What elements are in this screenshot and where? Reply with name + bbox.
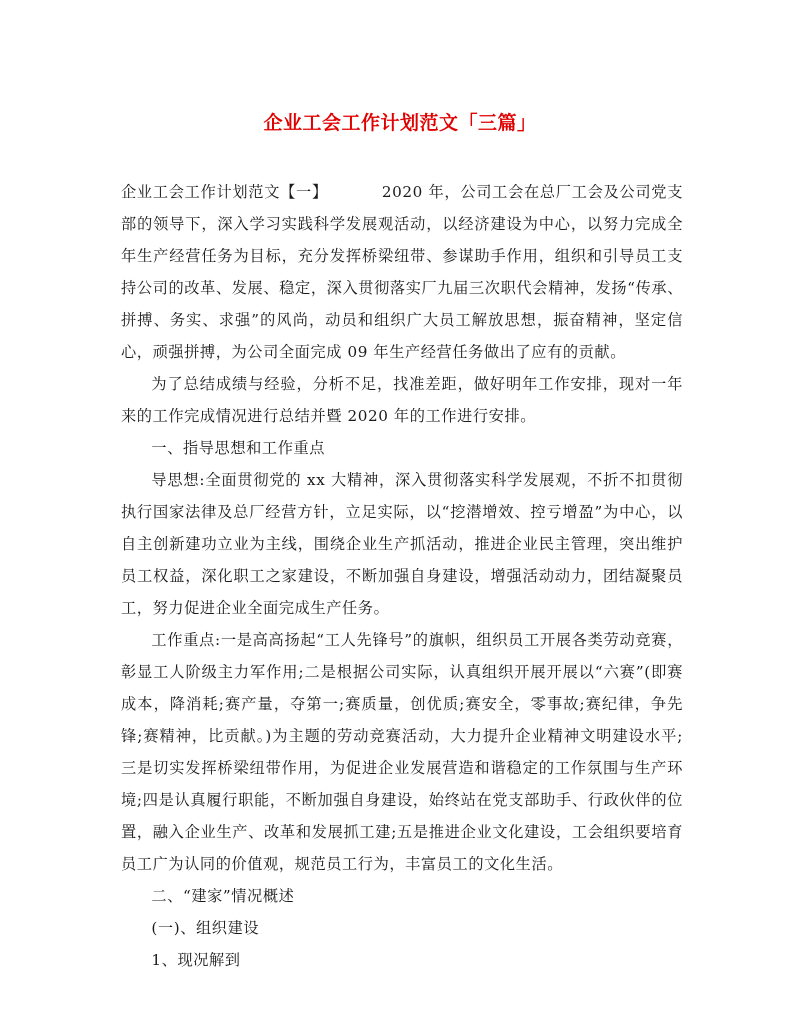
heading-current-status: 1、现况解到 [151, 951, 241, 969]
paragraph-work-focus: 工作重点:一是高高扬起“工人先锋号”的旗帜，组织员工开展各类劳动竞赛，彰显工人阶级主力军作用;二是根据公司实际，认真组织开展开展以“六赛”(即赛成本，降消耗;赛产量，夺第一;赛质量，创优质;赛安全，零事故;赛纪律，争先锋;赛精神，比贡献。)为主题的劳动竞赛活动，大力提升企业精神文明建设水平;三是切实发挥桥梁纽带作用，为促进企业发展营造和谐稳定的工作氛围与生产环境;四是认真履行职能，不断加强自身建设，始终站在党支部助手、行政伙伴的位置，融入企业生产、改革和发展抓工建;五是推进企业文化建设，工会组织要培育员工广为认同的价值观，规范员工行为，丰富员工的文化生活。 [121, 631, 683, 873]
paragraph-intro-text: 2020 年，公司工会在总厂工会及公司党支部的领导下，深入学习实践科学发展观活动，以经济建设为中心，以努力完成全年生产经营任务为目标，充分发挥桥梁纽带、参谋助手作用，组织和引导员工支持公司的改革、发展、稳定，深入贯彻落实厂九届三次职代会精神，发扬“传承、拼搏、务实、求强”的风尚，动员和组织广大员工解放思想，振奋精神，坚定信心，顽强拼搏，为公司全面完成 09 年生产经营任务做出了应有的贡献。 [121, 183, 683, 361]
heading-organization: (一)、组织建设 [151, 919, 260, 937]
paragraph-summary: 为了总结成绩与经验，分析不足，找准差距，做好明年工作安排，现对一年来的工作完成情况进行总结并暨 2020 年的工作进行安排。 [121, 375, 683, 425]
heading-home-building: 二、“建家”情况概述 [151, 887, 295, 905]
document-body [121, 176, 683, 976]
paragraph-guiding-thought: 导思想:全面贯彻党的 xx 大精神，深入贯彻落实科学发展观，不折不扣贯彻执行国家法律及总厂经营方针，立足实际，以“挖潜增效、控亏增盈”为中心，以自主创新建功立业为主线，围绕企业生产抓活动，推进企业民主管理，突出维护员工权益，深化职工之家建设，不断加强自身建设，增强活动动力，团结凝聚员工，努力促进企业全面完成生产任务。 [121, 471, 683, 617]
heading-guiding-thought: 一、指导思想和工作重点 [151, 439, 326, 457]
section-label-one: 企业工会工作计划范文【一】 [121, 183, 328, 201]
document-title: 企业工会工作计划范文「三篇」 [263, 112, 537, 134]
paragraph-intro [121, 176, 683, 368]
